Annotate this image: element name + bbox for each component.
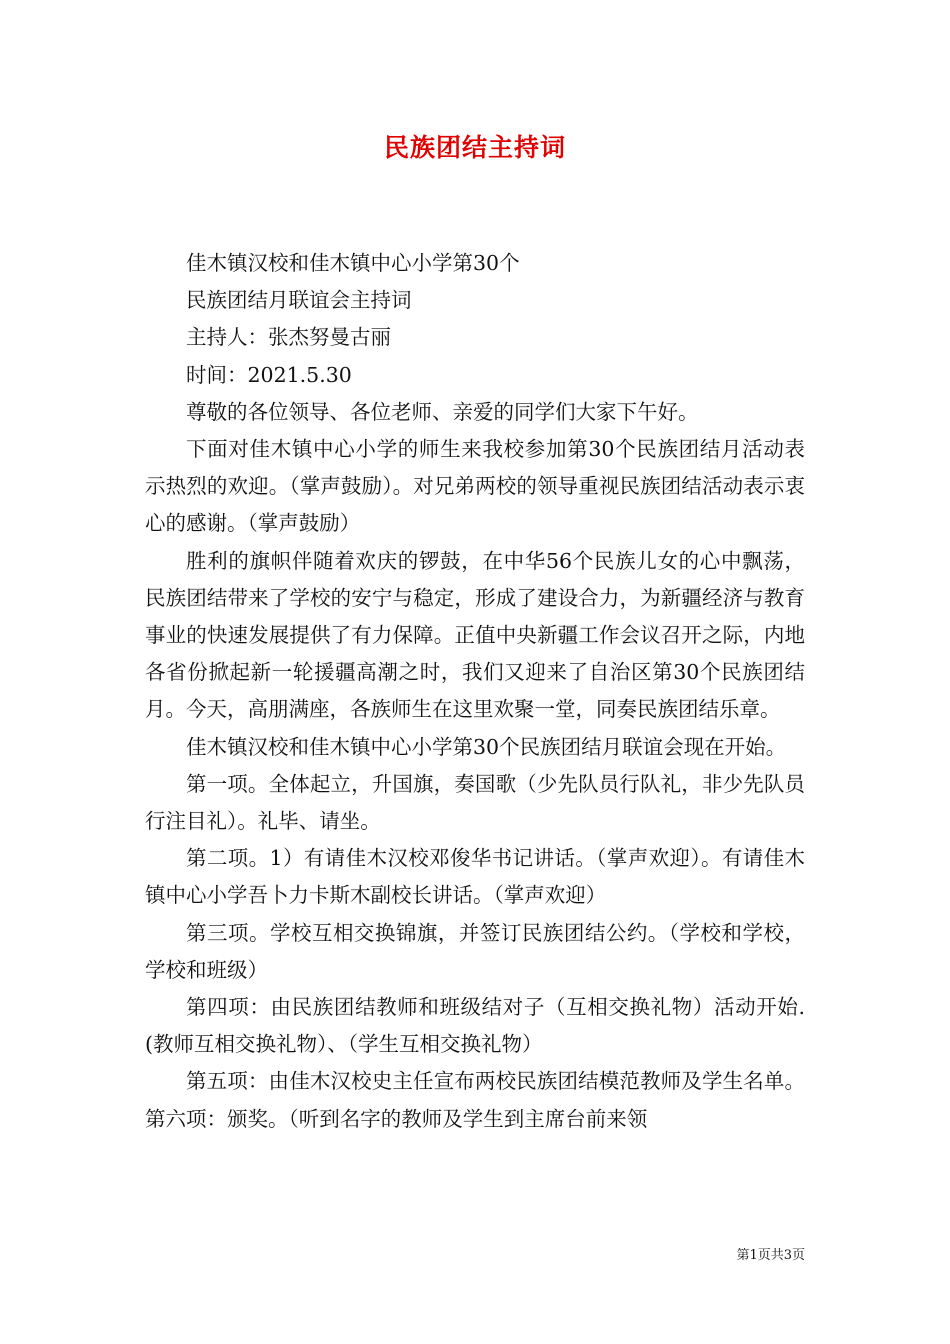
paragraph: 第一项。全体起立，升国旗，奏国歌（少先队员行队礼，非少先队员行注目礼）。礼毕、请坐。 bbox=[145, 771, 805, 834]
paragraph: 第四项：由民族团结教师和班级结对子（互相交换礼物）活动开始.(教师互相交换礼物）、（学生互相交换礼物） bbox=[145, 995, 805, 1057]
paragraph: 胜利的旗帜伴随着欢庆的锣鼓，在中华56个民族儿女的心中飘荡，民族团结带来了学校的安宁与稳定，形成了建设合力，为新疆经济与教育事业的快速发展提供了有力保障。正值中央新疆工作会议召开之际，内地各省份掀起新一轮援疆高潮之时，我们又迎来了自治区第30个民族团结月。今天，高朋满座，各族师生在这里欢聚一堂，同奏民族团结乐章。 bbox=[145, 548, 805, 722]
paragraph: 第五项：由佳木汉校史主任宣布两校民族团结模范教师及学生名单。第六项：颁奖。（听到名字的教师及学生到主席台前来领 bbox=[145, 1069, 805, 1131]
paragraph: 佳木镇汉校和佳木镇中心小学第30个 bbox=[186, 251, 520, 275]
paragraph: 民族团结月联谊会主持词 bbox=[186, 288, 412, 313]
paragraph: 第二项。1）有请佳木汉校邓俊华书记讲话。（掌声欢迎）。有请佳木镇中心小学吾卜力卡斯木副校长讲话。（掌声欢迎） bbox=[145, 846, 805, 908]
paragraph: 第三项。学校互相交换锦旗，并签订民族团结公约。（学校和学校，学校和班级） bbox=[145, 920, 805, 982]
document-body bbox=[145, 245, 805, 1138]
paragraph: 时间：2021.5.30 bbox=[186, 362, 352, 387]
paragraph: 佳木镇汉校和佳木镇中心小学第30个民族团结月联谊会现在开始。 bbox=[186, 734, 787, 759]
page-number-footer: 第1页共3页 bbox=[736, 1248, 805, 1263]
document-title: 民族团结主持词 bbox=[383, 133, 566, 162]
paragraph: 下面对佳木镇中心小学的师生来我校参加第30个民族团结月活动表示热烈的欢迎。（掌声鼓励）。对兄弟两校的领导重视民族团结活动表示衷心的感谢。（掌声鼓励） bbox=[145, 437, 805, 536]
paragraph: 主持人：张杰努曼古丽 bbox=[186, 325, 391, 350]
paragraph: 尊敬的各位领导、各位老师、亲爱的同学们大家下午好。 bbox=[186, 399, 699, 424]
